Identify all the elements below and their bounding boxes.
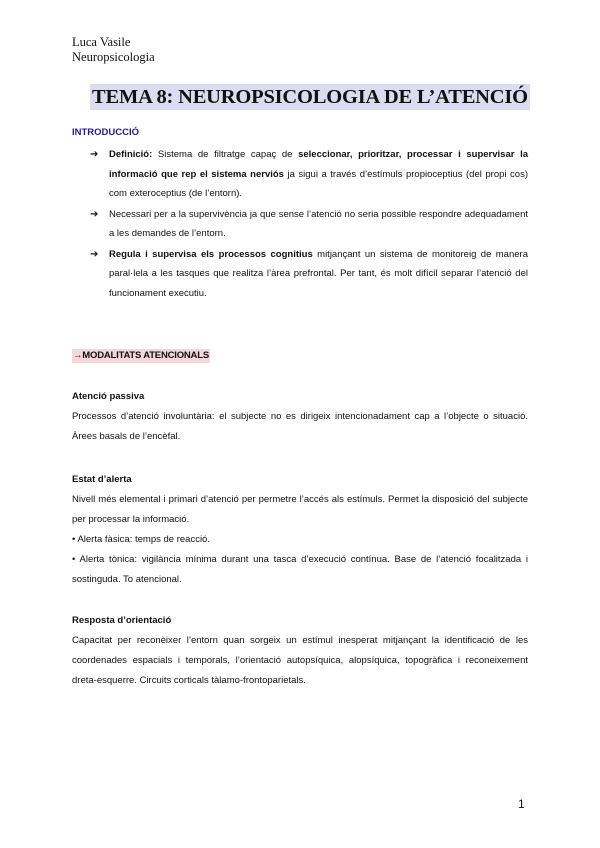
section-heading: Estat d’alerta (72, 474, 132, 485)
bullet-text: Definició: (109, 149, 153, 160)
section-heading: Atenció passiva (72, 391, 145, 402)
arrow-icon: ➔ (90, 208, 99, 220)
page-title: TEMA 8: NEUROPSICOLOGIA DE L’ATENCIÓ (92, 86, 528, 108)
intro-bullet-survival (90, 205, 528, 244)
section-paragraph: Processos d’atenció involuntària: el subjecte no es dirigeix intencionadament cap a l’objecte o situació. Àrees basals de l’encèfal. (72, 411, 528, 442)
section-heading: Resposta d’orientació (72, 615, 172, 626)
subject-name: Neuropsicologia (72, 50, 155, 64)
section-estat-alerta (72, 472, 528, 590)
bullet-text: Sistema de filtratge capaç de (152, 149, 299, 160)
bullet-text: mitjançant un sistema de monitoreig de manera paral·lela a les tasques que realitza l’àrea prefrontal. Per tant, és molt difícil separar l’atenció del funcionament executiu. (109, 248, 528, 299)
intro-bullet-regulation (90, 245, 528, 304)
arrow-icon: ➔ (90, 248, 99, 260)
introduction-heading: INTRODUCCIÓ (72, 127, 140, 138)
bullet-text: Necessari per a la supervivència ja que sense l’atenció no seria possible respondre adequadament a les demandes de l’entorn. (109, 208, 528, 239)
section-paragraph: Capacitat per reconèixer l’entorn quan sorgeix un estímul inesperat mitjançant la identificació de les coordenades espacials i temporals, l’orientació autopsíquica, alopsíquica, topogràfica i reconeixement dreta-esquerre. Circuits corticals tàlamo-frontoparietals. (72, 635, 528, 686)
arrow-icon: ➔ (90, 149, 99, 160)
section-paragraph: • Alerta tònica: vigilància mínima durant una tasca d’execució contínua. Base de l’atenció focalitzada i sostinguda. To atencional. (72, 554, 528, 585)
section-resposta-orientacio (72, 613, 528, 691)
intro-bullet-list (90, 145, 528, 303)
page-number: 1 (518, 797, 525, 811)
bullet-text: Regula i supervisa els processos cognitius (109, 248, 313, 260)
author-name: Luca Vasile (72, 35, 131, 49)
intro-bullet-definition (90, 145, 528, 204)
section-paragraph: Nivell més elemental i primari d’atenció per permetre l’accés als estímuls. Permet la disposició del subjecte per processar la informació. (72, 494, 528, 525)
bullet-text: seleccionar, prioritzar, processar i supervisar la informació que rep el sistema nerviós (109, 149, 528, 180)
section-atencio-passiva (72, 389, 528, 447)
modalitats-heading: →MODALITATS ATENCIONALS (73, 350, 209, 361)
section-paragraph: • Alerta fàsica: temps de reacció. (72, 534, 210, 545)
bullet-text: ja sigui a través d’estímuls propioceptius (del propi cos) com exteroceptius (de l’entorn). (109, 168, 528, 199)
page-header (72, 35, 155, 65)
